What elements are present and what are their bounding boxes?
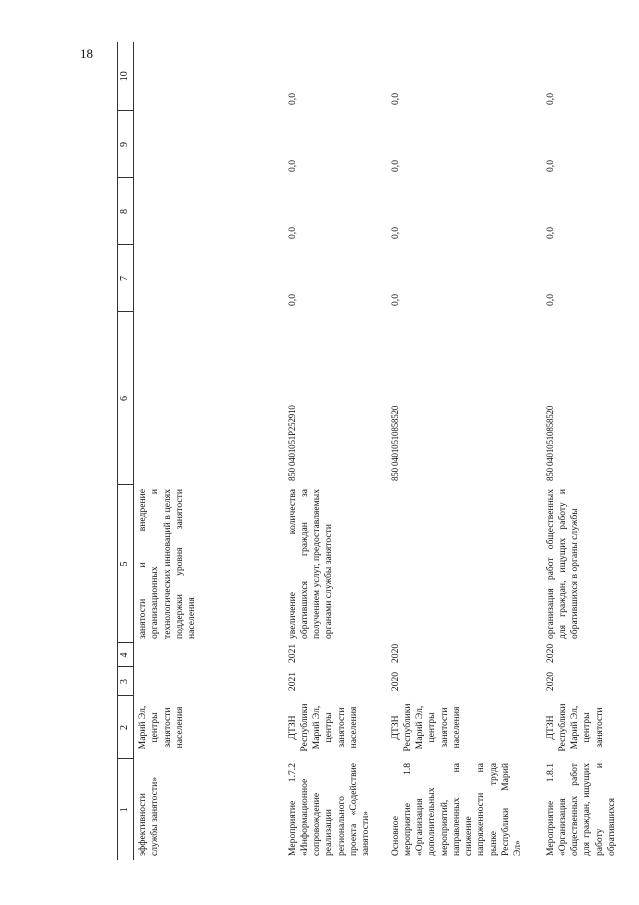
header-col-8: 8 <box>118 178 134 245</box>
cell-value-9 <box>134 111 284 178</box>
cell-value-7: 0,0 <box>286 294 298 306</box>
rotated-table-container <box>117 42 617 860</box>
cell-result: увеличение количества обратившихся граждан за получением услуг, предоставляемых органами службы занятости <box>286 489 335 639</box>
cell-end-year <box>134 643 284 667</box>
cell-executor: ДТЗН Республики Марий Эл, центры занятости населения <box>286 703 359 752</box>
cell-activity: эффективности службы занятости» <box>137 776 161 856</box>
cell-value-7: 0,0 <box>544 294 556 306</box>
table-row <box>387 42 542 860</box>
header-col-3: 3 <box>118 667 134 696</box>
cell-start-year: 2020 <box>389 671 401 692</box>
cell-end-year: 2020 <box>389 643 401 663</box>
table-row <box>542 42 621 860</box>
header-col-2: 2 <box>118 696 134 759</box>
cell-start-year <box>134 667 284 696</box>
header-col-6: 6 <box>118 312 134 485</box>
cell-start-year: 2020 <box>544 671 556 692</box>
table-row <box>134 42 284 860</box>
cell-value-8: 0,0 <box>544 227 556 239</box>
cell-executor: ДТЗН Республики Марий Эл, центры занятости населения <box>389 703 462 752</box>
cell-budget-code: 850 04010510858520 <box>544 405 555 481</box>
cell-activity: Мероприятие 1.8.1 «Организация общественных работ для граждан, ищущих работу и обратившихся <box>544 763 617 856</box>
header-col-9: 9 <box>118 111 134 178</box>
cell-end-year: 2021 <box>286 643 298 663</box>
header-col-5: 5 <box>118 485 134 643</box>
cell-value-10: 0,0 <box>286 93 298 105</box>
cell-result: организация работ общественных для граждан, ищущих работу и обратившихся в органы службы <box>544 489 581 639</box>
cell-budget-code: 850 04010510858520 <box>389 405 400 481</box>
header-row <box>118 42 134 860</box>
cell-value-9: 0,0 <box>389 160 401 172</box>
cell-value-8: 0,0 <box>389 227 401 239</box>
cell-executor: ДТЗН Республики Марий Эл, центры занятости <box>544 703 605 752</box>
cell-activity: Основное мероприятие 1.8 «Организация дополнительных мероприятий, направленных на снижение напряженности на рынке труда Республики Марий Эл» <box>389 763 524 856</box>
cell-value-8 <box>134 178 284 245</box>
page-number: 18 <box>80 46 93 61</box>
cell-budget-code: 850 0401051P252910 <box>286 405 297 481</box>
cell-start-year: 2021 <box>286 671 298 692</box>
cell-value-10 <box>134 42 284 111</box>
header-col-4: 4 <box>118 643 134 667</box>
header-col-1: 1 <box>118 759 134 860</box>
cell-result: занятости и внедрение организационных и технологических инноваций в целях поддержки уровня занятости населения <box>137 489 198 639</box>
cell-activity: Мероприятие 1.7.2 «Информационное сопровождение реализации регионального проекта «Содействие занятости» <box>286 763 372 856</box>
cell-value-8: 0,0 <box>286 227 298 239</box>
program-table <box>117 42 620 860</box>
header-col-10: 10 <box>118 42 134 111</box>
cell-value-9: 0,0 <box>544 160 556 172</box>
table-row <box>284 42 387 860</box>
cell-executor: Марий Эл, центры занятости населения <box>137 705 185 750</box>
cell-value-10: 0,0 <box>389 93 401 105</box>
cell-result <box>387 485 542 643</box>
cell-value-7 <box>134 245 284 312</box>
cell-end-year: 2020 <box>544 643 556 663</box>
cell-value-7: 0,0 <box>389 294 401 306</box>
cell-budget-code <box>134 312 284 485</box>
cell-value-9: 0,0 <box>286 160 298 172</box>
cell-value-10: 0,0 <box>544 93 556 105</box>
header-col-7: 7 <box>118 245 134 312</box>
